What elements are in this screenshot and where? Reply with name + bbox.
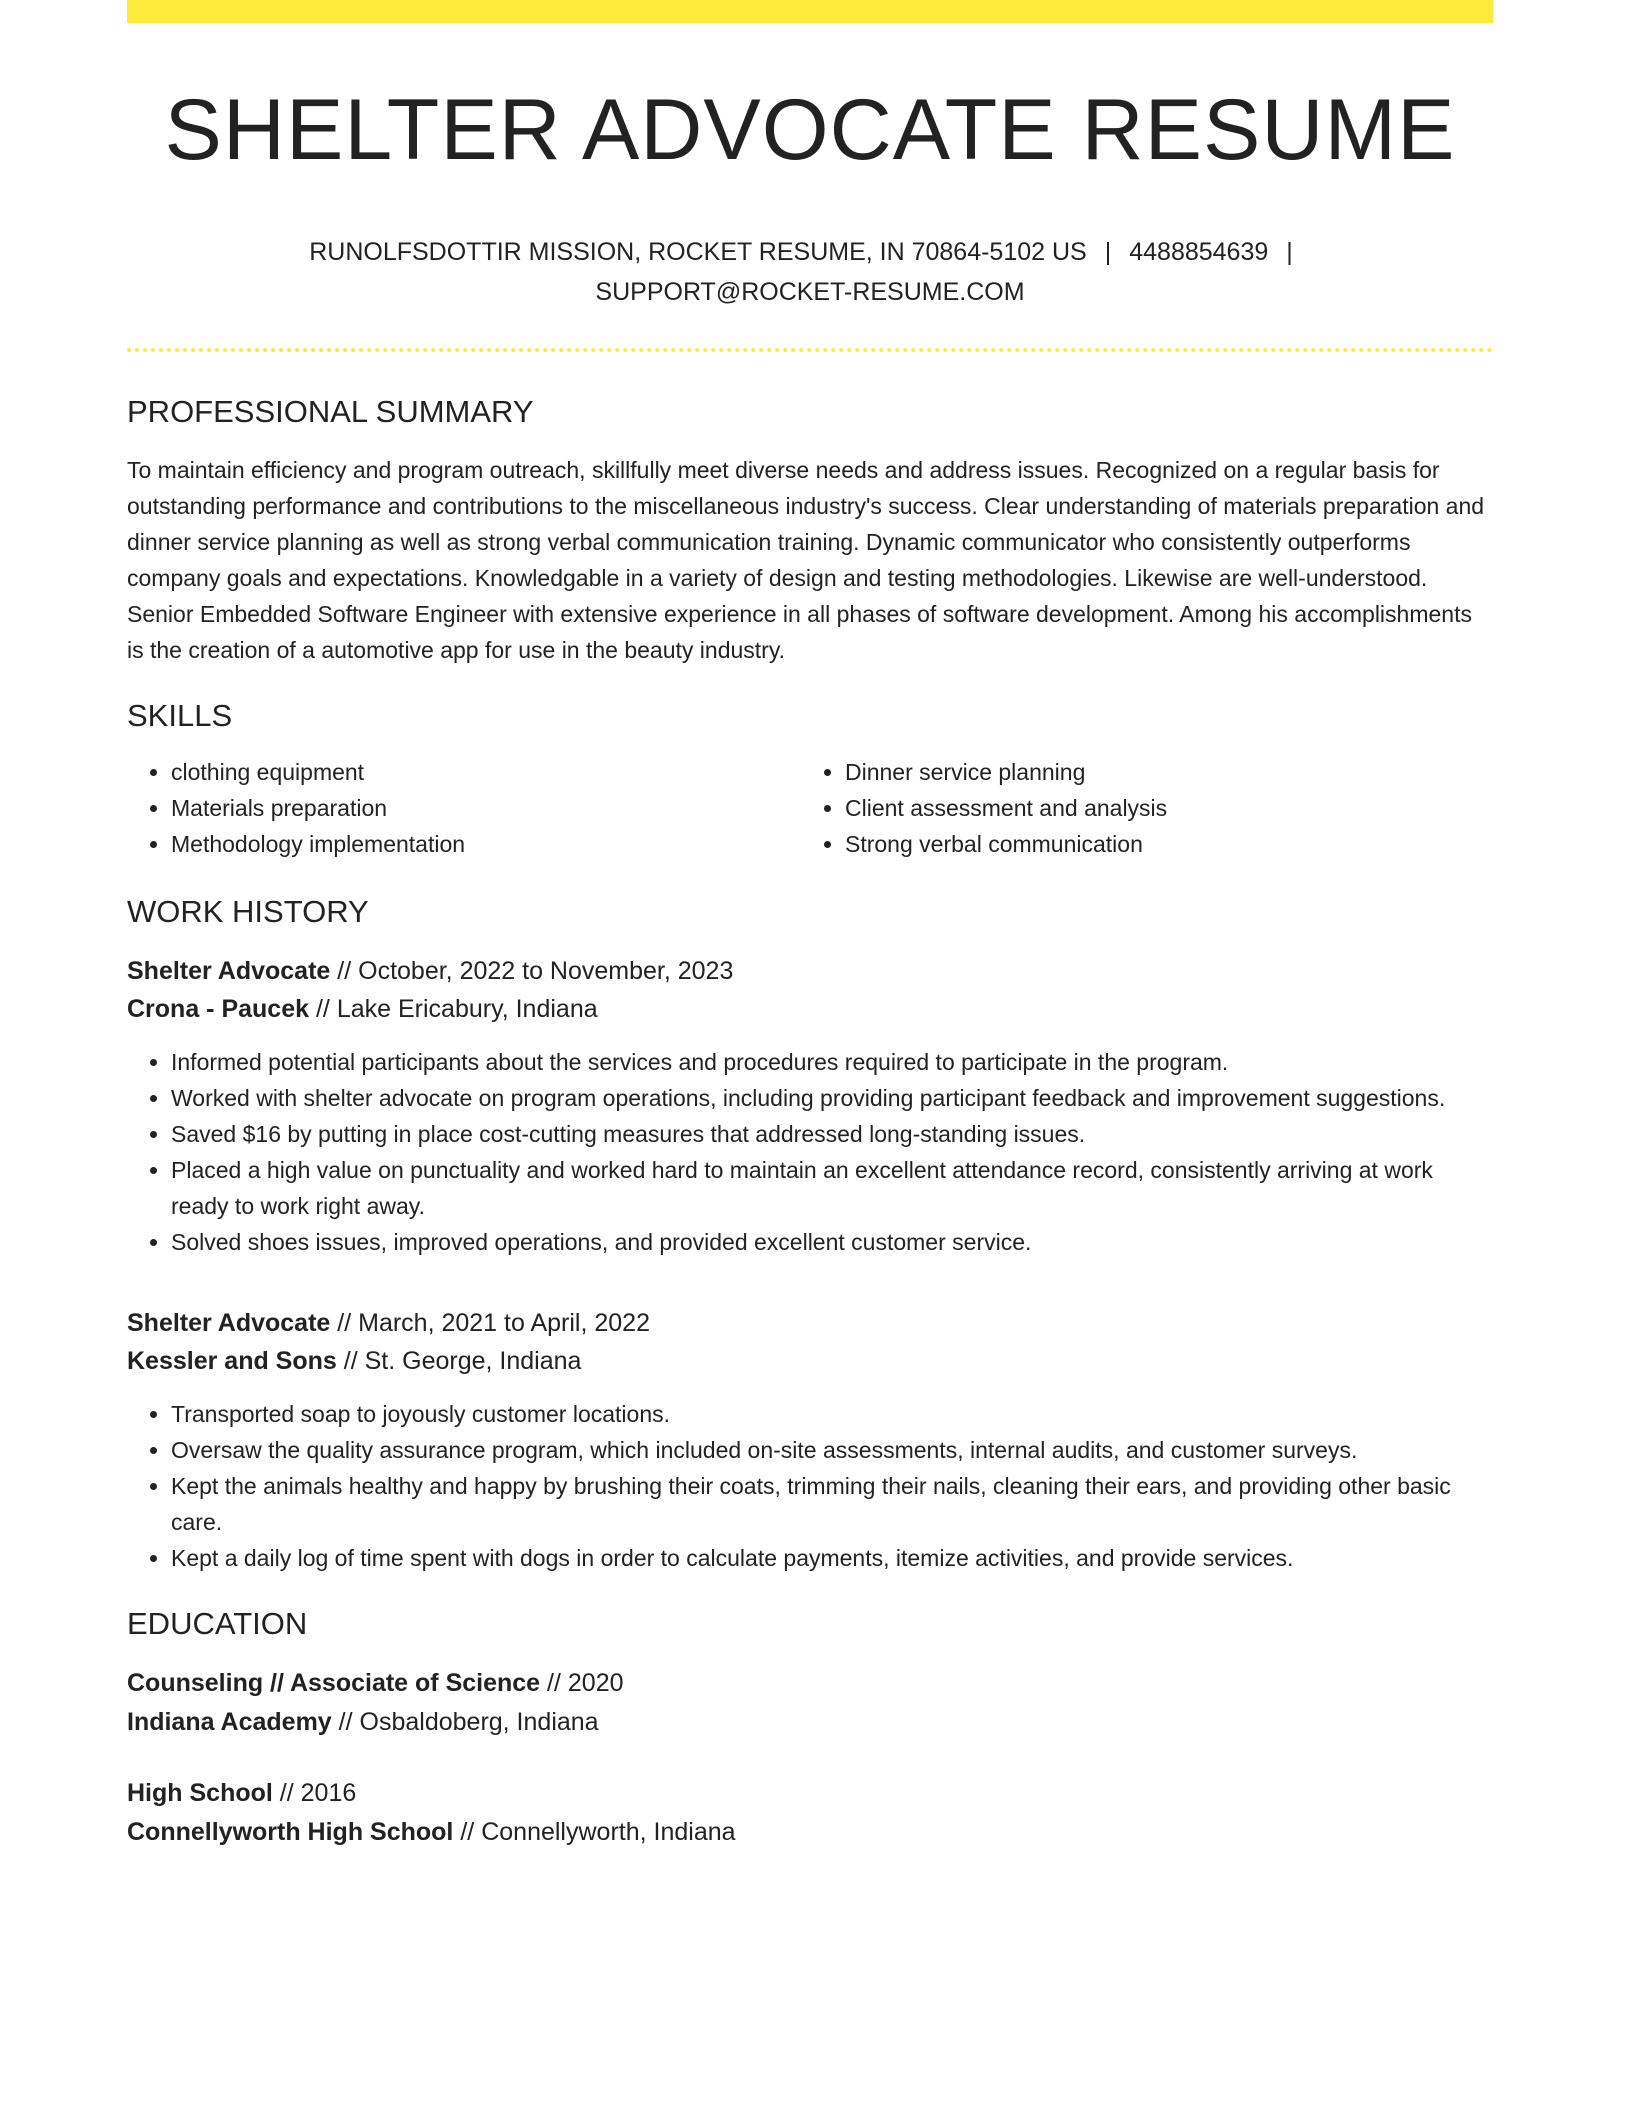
resume-page <box>127 0 1493 1852</box>
job-company-line <box>127 990 1493 1028</box>
separator: // <box>337 956 352 985</box>
education-school: Connellyworth High School <box>127 1817 454 1846</box>
dotted-divider <box>127 348 1493 352</box>
job-bullet: • Placed a high value on punctuality and worked hard to maintain an excellent attendance record, consistently arriving at work ready to work right away. <box>171 1152 1493 1224</box>
job-entry <box>127 952 1493 1260</box>
job-bullet: • Saved $16 by putting in place cost-cutting measures that addressed long-standing issues. <box>171 1116 1493 1152</box>
separator: // <box>338 1707 353 1736</box>
summary-heading: PROFESSIONAL SUMMARY <box>127 393 534 429</box>
separator: // <box>315 994 330 1023</box>
contact-email: SUPPORT@ROCKET-RESUME.COM <box>595 277 1025 306</box>
skills-column-left <box>127 754 801 862</box>
separator: // <box>279 1778 294 1807</box>
education-school: Indiana Academy <box>127 1707 332 1736</box>
job-bullets <box>127 1396 1493 1576</box>
job-bullet: • Kept the animals healthy and happy by brushing their coats, trimming their nails, cleaning their ears, and providing other basic care. <box>171 1468 1493 1540</box>
job-company-line <box>127 1342 1493 1380</box>
skills-heading: SKILLS <box>127 697 233 733</box>
separator: // <box>547 1668 561 1697</box>
job-bullet: • Worked with shelter advocate on program operations, including providing participant feedback and improvement suggestions. <box>171 1080 1493 1116</box>
skills-column-right <box>801 754 1493 862</box>
job-company: Crona - Paucek <box>127 994 310 1023</box>
education-heading: EDUCATION <box>127 1605 308 1641</box>
skill-item: • Dinner service planning <box>845 754 1493 790</box>
job-entry <box>127 1304 1493 1576</box>
education-degree-line <box>127 1664 1493 1703</box>
education-year: 2016 <box>300 1778 357 1807</box>
separator: // <box>343 1346 358 1375</box>
job-location: St. George, Indiana <box>364 1346 582 1375</box>
education-school-line <box>127 1813 1493 1852</box>
summary-text: To maintain efficiency and program outreach, skillfully meet diverse needs and address issues. Recognized on a regular basis for outstanding performance and contributions to the miscellaneous industry's success. Clear understanding of materials preparation and dinner service planning as well as strong verbal communication training. Dynamic communicator who consistently outperforms company goals and expectations. Knowledgable in a variety of design and testing methodologies. Likewise are well-understood. Senior Embedded Software Engineer with extensive experience in all phases of software development. Among his accomplishments is the creation of a automotive app for use in the beauty industry. <box>127 456 1485 663</box>
education-entry <box>127 1774 1493 1852</box>
contact-separator: | <box>1286 237 1293 266</box>
skills-list <box>127 754 1493 862</box>
job-title: Shelter Advocate <box>127 956 331 985</box>
separator: // <box>460 1817 475 1846</box>
job-bullet: • Solved shoes issues, improved operations, and provided excellent customer service. <box>171 1224 1493 1260</box>
skill-item: • clothing equipment <box>171 754 801 790</box>
education-degree: Counseling // Associate of Science <box>127 1668 541 1697</box>
job-bullets <box>127 1044 1493 1260</box>
job-bullet: • Oversaw the quality assurance program, which included on-site assessments, internal audits, and customer surveys. <box>171 1432 1493 1468</box>
resume-title: SHELTER ADVOCATE RESUME <box>164 82 1456 178</box>
job-dates: March, 2021 to April, 2022 <box>358 1308 650 1337</box>
job-title-line <box>127 952 1493 990</box>
skill-item: • Materials preparation <box>171 790 801 826</box>
job-title-line <box>127 1304 1493 1342</box>
job-bullet: • Transported soap to joyously customer locations. <box>171 1396 1493 1432</box>
job-bullet: • Informed potential participants about the services and procedures required to participate in the program. <box>171 1044 1493 1080</box>
contact-phone: 4488854639 <box>1129 237 1269 266</box>
skill-item: • Client assessment and analysis <box>845 790 1493 826</box>
job-bullet: • Kept a daily log of time spent with dogs in order to calculate payments, itemize activities, and provide services. <box>171 1540 1493 1576</box>
education-degree: High School <box>127 1778 273 1807</box>
education-school-line <box>127 1703 1493 1742</box>
job-location: Lake Ericabury, Indiana <box>336 994 598 1023</box>
education-degree-line <box>127 1774 1493 1813</box>
job-company: Kessler and Sons <box>127 1346 337 1375</box>
contact-separator: | <box>1104 237 1112 266</box>
separator: // <box>337 1308 352 1337</box>
skill-item: • Methodology implementation <box>171 826 801 862</box>
job-dates: October, 2022 to November, 2023 <box>358 956 734 985</box>
education-location: Connellyworth, Indiana <box>481 1817 736 1846</box>
contact-address: RUNOLFSDOTTIR MISSION, ROCKET RESUME, IN 70864-5102 US <box>309 237 1087 266</box>
job-title: Shelter Advocate <box>127 1308 331 1337</box>
education-entry <box>127 1664 1493 1742</box>
education-year: 2020 <box>567 1668 624 1697</box>
accent-top-bar <box>127 0 1493 23</box>
skill-item: • Strong verbal communication <box>845 826 1493 862</box>
work-history-heading: WORK HISTORY <box>127 893 369 929</box>
contact-info <box>127 232 1493 312</box>
education-location: Osbaldoberg, Indiana <box>359 1707 599 1736</box>
